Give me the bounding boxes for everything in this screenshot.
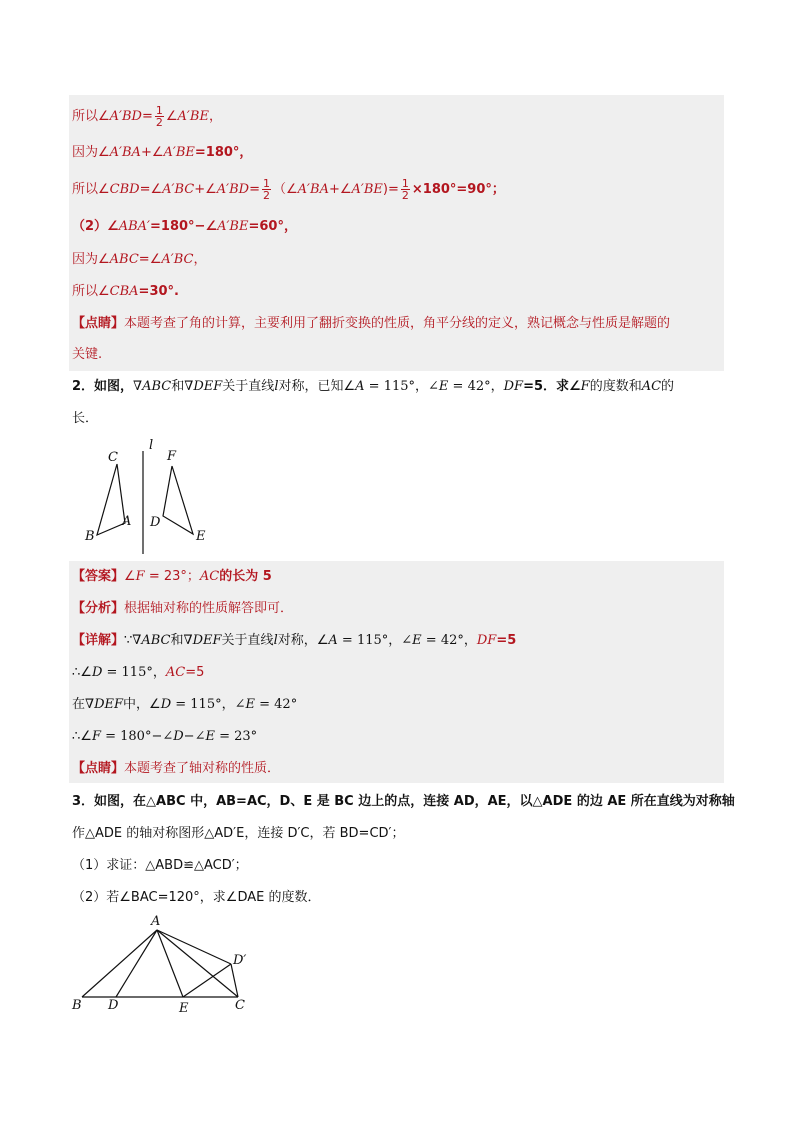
solution-line-4: （2）∠ABA′=180°−∠A′BE=60°， [72,219,297,234]
fraction-half: $\frac{1}{2}$ [263,177,271,202]
analysis-line: 【分析】根据轴对称的性质解答即可． [72,601,294,616]
solution-line-5: 因为∠ABC=∠A′BC， [72,252,207,267]
question-3-line-1: 3．如图，在△ABC 中，AB=AC，D、E 是 BC 边上的点，连接 AD，AE，以△ADE 的边 AE 所在直线为对称轴 [72,794,735,809]
label-e: E [179,1001,189,1016]
label-f: F [167,449,177,464]
step-line-1: ∴∠D = 115°，AC=5 [72,665,205,680]
figure-triangle-abc-fold [64,910,264,1020]
step-line-3: ∴∠F = 180°−∠D−∠E = 23° [72,729,258,744]
solution-line-6: 所以∠CBA=30°. [72,284,179,299]
label-e: E [196,529,206,544]
label-a: A [122,514,132,529]
segment-ad [116,930,157,997]
step-line-2: 在∇DEF中，∠D = 115°，∠E = 42° [72,697,298,712]
segment-ed-prime [183,964,231,997]
fraction-half: $\frac{1}{2}$ [401,177,409,202]
question-2-line-2: 长． [72,411,99,426]
detail-line: 【详解】∵∇ABC和∇DEF关于直线l对称，∠A = 115°，∠E = 42°，DF=5 [72,633,517,648]
answer-line: 【答案】∠F = 23°；AC的长为 5 [72,569,272,584]
figure-symmetric-triangles [80,436,220,556]
label-a: A [151,914,161,929]
label-d: D [108,998,119,1013]
label-c: C [108,450,118,465]
question-3-part-2: （2）若∠BAC=120°，求∠DAE 的度数． [72,890,321,905]
triangle-abc [97,464,125,535]
solution-tip-line: 【点睛】本题考查了角的计算，主要利用了翻折变换的性质，角平分线的定义，熟记概念与性质是解题的 [72,316,671,331]
fraction-half: $\frac{1}{2}$ [155,104,163,129]
triangle-def [163,466,193,534]
question-3-part-1: （1）求证：△ABD≌△ACD′； [72,858,248,873]
segment-ab [82,930,157,997]
question-2-line-1: 2．如图，∇ABC和∇DEF关于直线l对称，已知∠A = 115°，∠E = 42°，DF=5．求∠F的度数和AC的 [72,379,675,394]
label-c: C [235,998,245,1013]
solution-line-2: 因为∠A′BA+∠A′BE=180°， [72,145,253,160]
question-3-line-2: 作△ADE 的轴对称图形△AD′E，连接 D′C，若 BD=CD′； [72,826,405,841]
label-d-prime: D′ [233,953,247,968]
solution-line-1: 所以∠A′BD= $\frac{1}{2}$ ∠A′BE， [72,104,222,129]
tip-line: 【点睛】本题考查了轴对称的性质． [72,761,281,776]
solution-tip-line-2: 关键. [72,347,103,362]
label-l: l [149,438,154,453]
solution-line-3: 所以∠CBD=∠A′BC+∠A′BD= $\frac{1}{2}$ （∠A′BA+∠A′BE)= $\frac{1}{2}$ ×180°=90°； [72,177,505,202]
label-d: D [150,515,161,530]
label-b: B [85,529,95,544]
label-b: B [72,998,82,1013]
